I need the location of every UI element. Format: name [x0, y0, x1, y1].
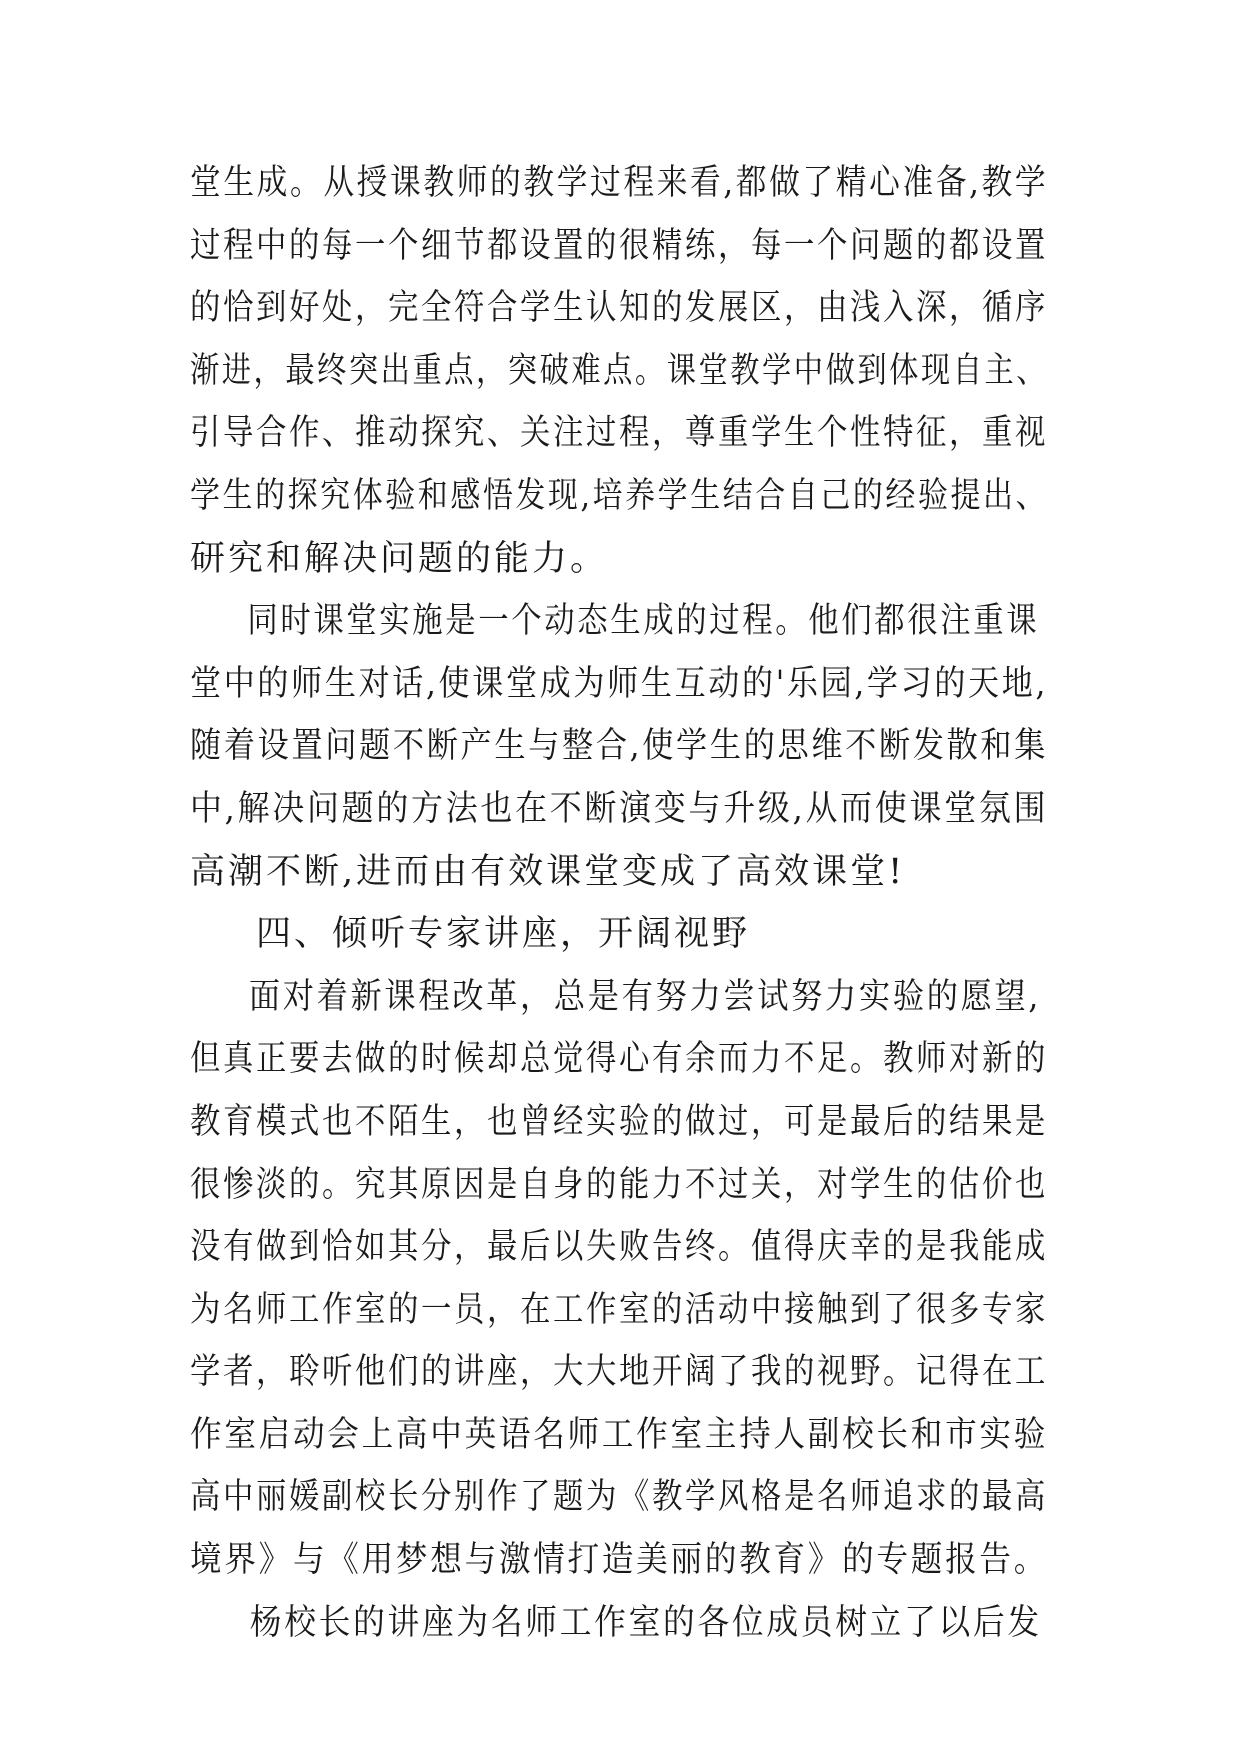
- text-line: 作室启动会上高中英语名师工作室主持人副校长和市实验: [190, 1414, 1049, 1455]
- text-line: 学者，聆听他们的讲座，大大地开阔了我的视野。记得在工: [190, 1352, 1048, 1393]
- text-line: 境界》与《用梦想与激情打造美丽的教育》的专题报告。: [190, 1540, 1049, 1581]
- text-line: 随着设置问题不断产生与整合,使学生的思维不断发散和集: [190, 726, 1049, 767]
- text-line: 教育模式也不陌生，也曾经实验的做过，可是最后的结果是: [190, 1101, 1048, 1142]
- text-line: 很惨淡的。究其原因是自身的能力不过关，对学生的估价也: [190, 1164, 1048, 1205]
- text-line: 堂中的师生对话,使课堂成为师生互动的'乐园,学习的天地,: [190, 663, 1049, 704]
- text-line: 但真正要去做的时候却总觉得心有余而力不足。教师对新的: [190, 1039, 1048, 1080]
- text-line: 面对着新课程改革，总是有努力尝试努力实验的愿望,: [248, 976, 1041, 1017]
- text-line: 高潮不断,进而由有效课堂变成了高效课堂!: [190, 851, 906, 892]
- text-line: 同时课堂实施是一个动态生成的过程。他们都很注重课: [247, 601, 1040, 642]
- text-line: 引导合作、推动探究、关注过程，尊重学生个性特征，重视: [190, 413, 1048, 454]
- text-line: 没有做到恰如其分，最后以失败告终。值得庆幸的是我能成: [190, 1227, 1048, 1268]
- text-line: 为名师工作室的一员，在工作室的活动中接触到了很多专家: [190, 1289, 1048, 1330]
- text-line: 过程中的每一个细节都设置的很精练，每一个问题的都设置: [190, 225, 1048, 266]
- text-line: 研究和解决问题的能力。: [190, 538, 609, 579]
- text-line: 杨校长的讲座为名师工作室的各位成员树立了以后发: [249, 1602, 1042, 1643]
- text-line: 中,解决问题的方法也在不断演变与升级,从而使课堂氛围: [190, 788, 1049, 829]
- text-line: 学生的探究体验和感悟发现,培养学生结合自己的经验提出、: [190, 475, 1049, 516]
- text-line: 高中丽媛副校长分别作了题为《教学风格是名师追求的最高: [190, 1477, 1048, 1518]
- document-body: [190, 152, 1048, 1654]
- text-line: 堂生成。从授课教师的教学过程来看,都做了精心准备,教学: [190, 163, 1049, 203]
- text-line: 的恰到好处，完全符合学生认知的发展区，由浅入深，循序: [190, 288, 1048, 329]
- text-line: 渐进，最终突出重点，突破难点。课堂教学中做到体现自主、: [190, 350, 1049, 391]
- text-line: 四、倾听专家讲座，开阔视野: [256, 914, 751, 955]
